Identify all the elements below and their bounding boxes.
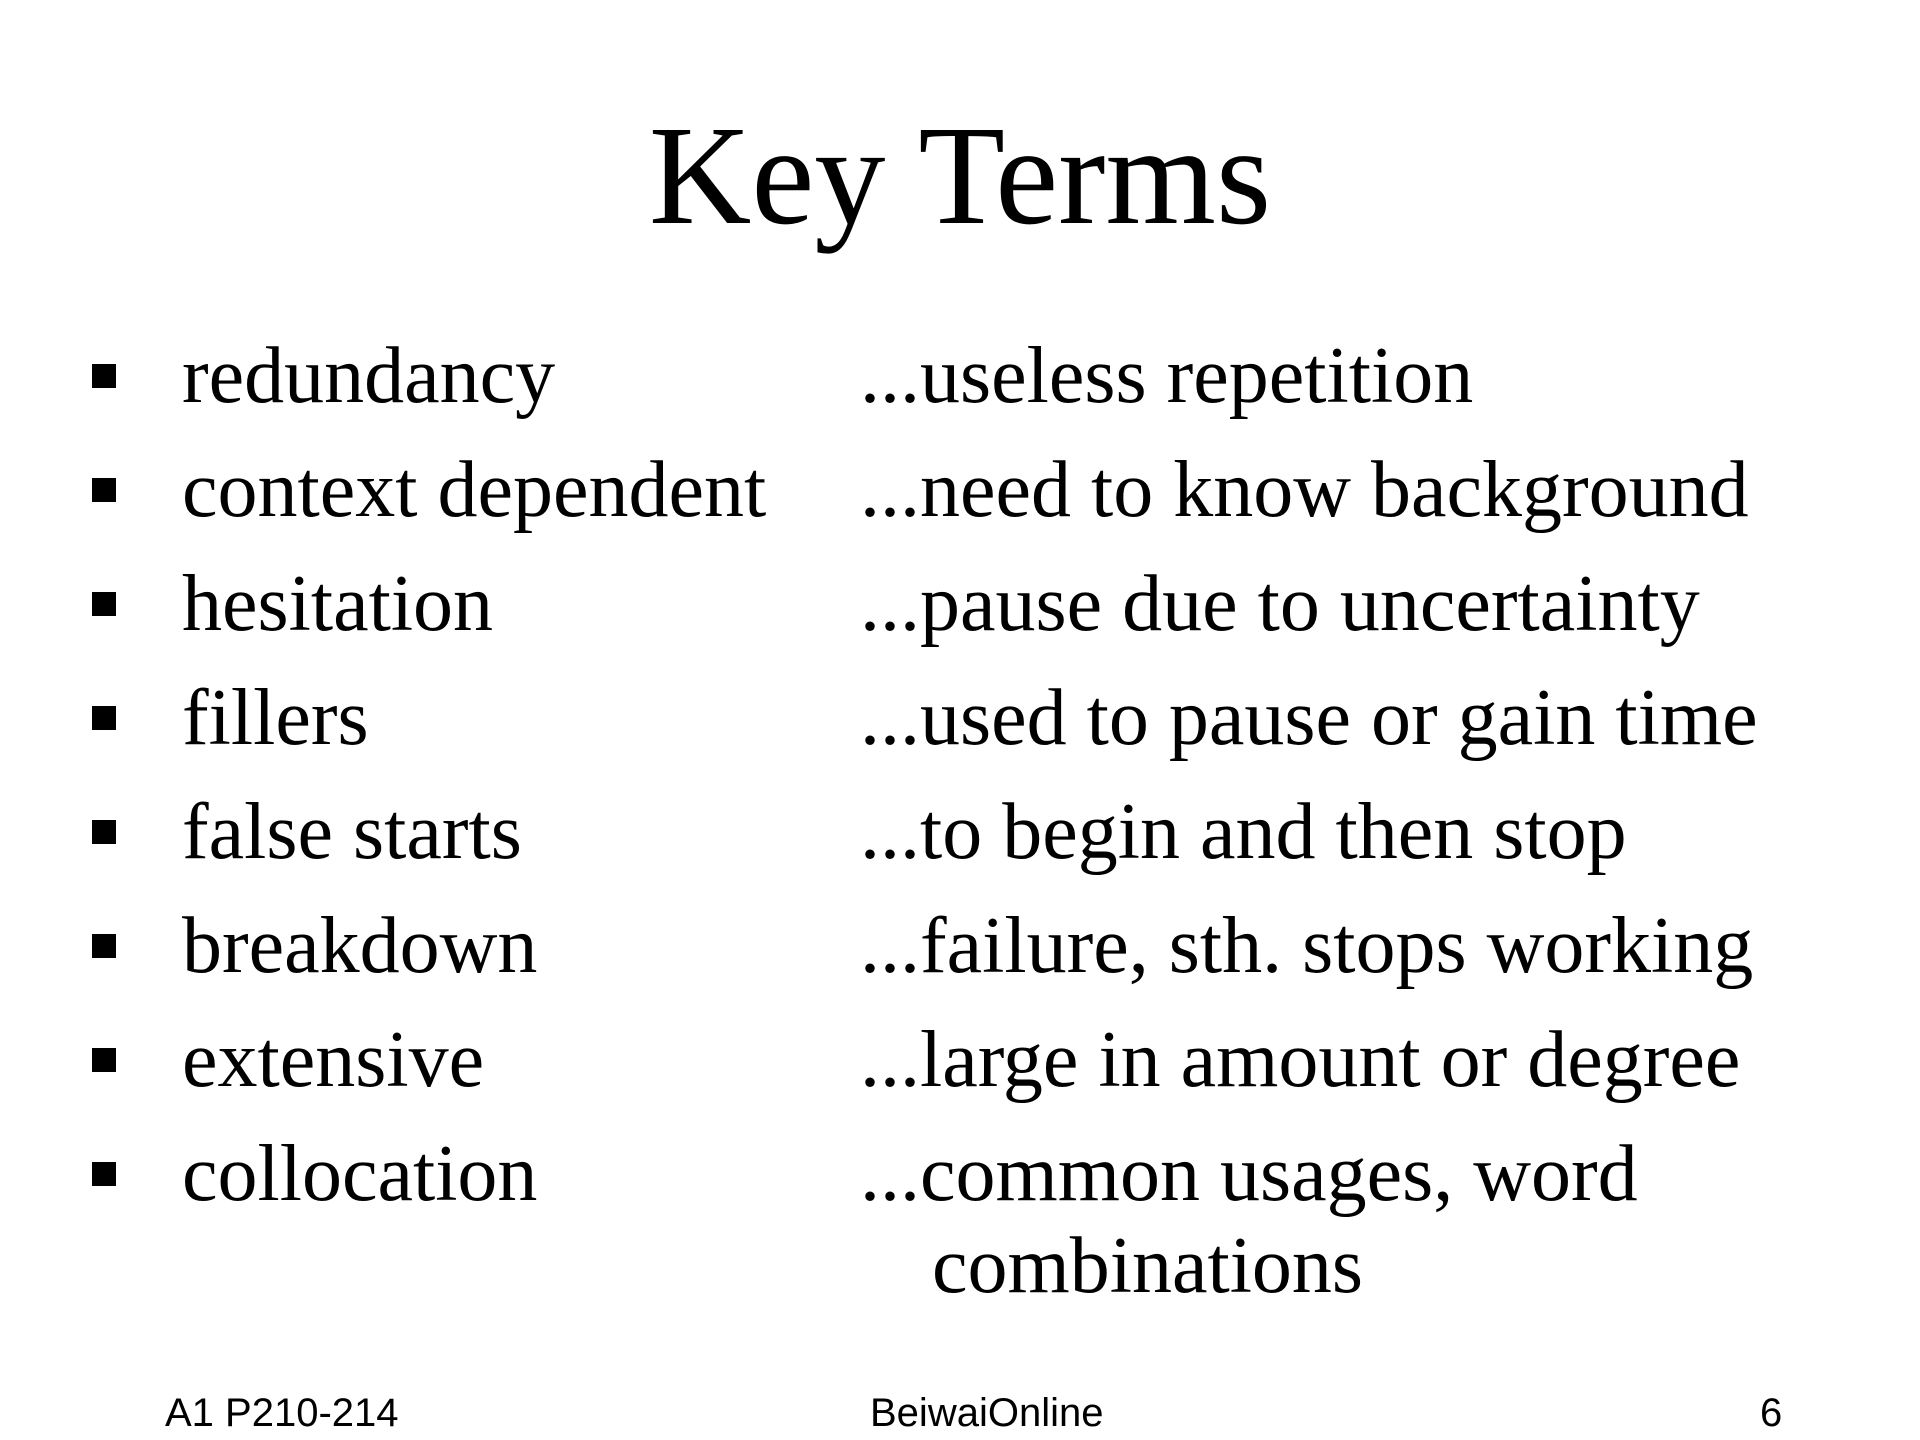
list-item	[0, 786, 1920, 900]
list-item	[0, 558, 1920, 672]
definition-text: ...to begin and then stop	[860, 788, 1627, 876]
definition	[860, 786, 1860, 878]
key-terms-list	[0, 330, 1920, 1310]
definition-text: ...failure, sth. stops working	[860, 902, 1754, 990]
definition	[860, 672, 1860, 764]
square-bullet-icon	[92, 364, 116, 388]
definition-text: ...need to know background	[860, 446, 1749, 534]
list-item	[0, 1128, 1920, 1310]
definition-text: ...common usages, word	[860, 1130, 1638, 1218]
square-bullet-icon	[92, 934, 116, 958]
square-bullet-icon	[92, 1162, 116, 1186]
definition	[860, 444, 1860, 536]
slide-number: 6	[1760, 1391, 1783, 1435]
list-item	[0, 1014, 1920, 1128]
term: hesitation	[182, 560, 494, 648]
footer-source: BeiwaiOnline	[870, 1391, 1104, 1435]
list-item	[0, 900, 1920, 1014]
definition	[860, 330, 1860, 422]
term: fillers	[182, 674, 369, 762]
term: collocation	[182, 1130, 538, 1218]
list-item	[0, 444, 1920, 558]
term: extensive	[182, 1016, 485, 1104]
term: breakdown	[182, 902, 538, 990]
definition-text: ...pause due to uncertainty	[860, 560, 1700, 648]
definition-text: ...useless repetition	[860, 332, 1474, 420]
definition	[860, 558, 1860, 650]
list-item	[0, 672, 1920, 786]
square-bullet-icon	[92, 592, 116, 616]
definition	[860, 1014, 1860, 1106]
term: false starts	[182, 788, 522, 876]
square-bullet-icon	[92, 478, 116, 502]
square-bullet-icon	[92, 820, 116, 844]
list-item	[0, 330, 1920, 444]
definition-text: ...large in amount or degree	[860, 1016, 1741, 1104]
definition-continuation: combinations	[932, 1222, 1364, 1310]
definition	[860, 1128, 1860, 1312]
footer-reference: A1 P210-214	[165, 1391, 399, 1435]
slide-title: Key Terms	[648, 96, 1272, 254]
square-bullet-icon	[92, 706, 116, 730]
definition	[860, 900, 1860, 992]
square-bullet-icon	[92, 1048, 116, 1072]
term: context dependent	[182, 446, 767, 534]
term: redundancy	[182, 332, 556, 420]
definition-text: ...used to pause or gain time	[860, 674, 1758, 762]
